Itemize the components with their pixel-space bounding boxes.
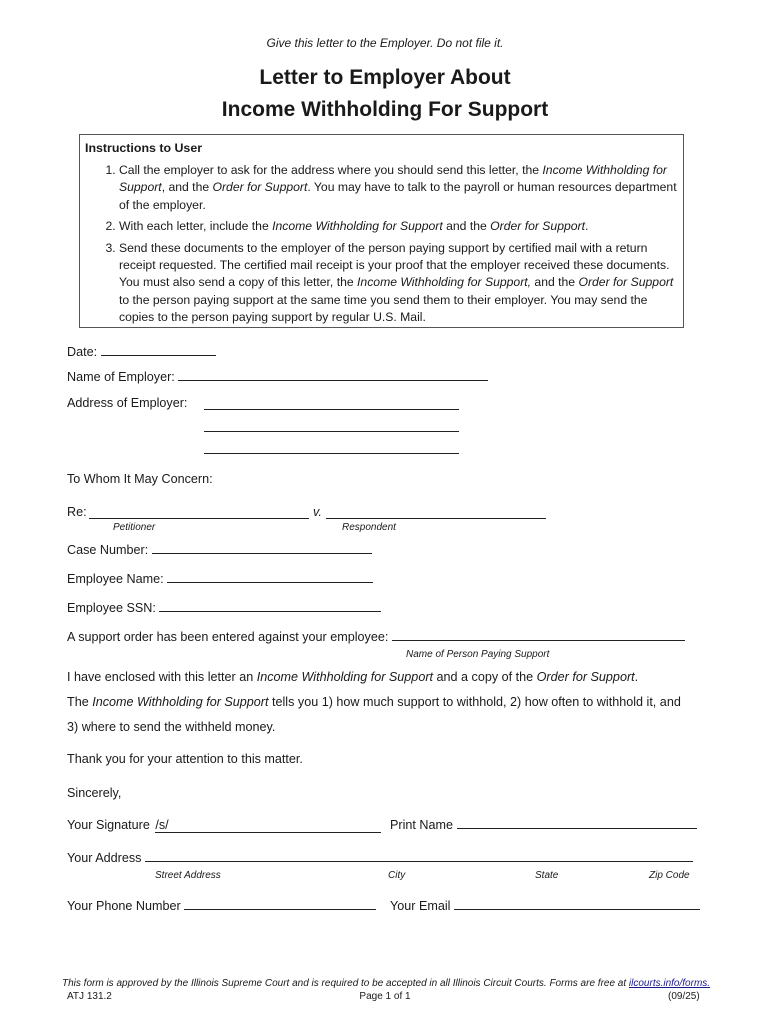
signature-field[interactable]: [155, 818, 381, 833]
signature-row: [67, 818, 381, 833]
petitioner-caption: Petitioner: [113, 522, 156, 533]
employer-address-label: Address of Employer:: [67, 396, 188, 410]
instructions-box: [79, 134, 684, 328]
email-row: [390, 899, 700, 913]
signature-label: Your Signature: [67, 818, 150, 832]
date-label: Date:: [67, 345, 98, 359]
salutation: To Whom It May Concern:: [67, 472, 213, 486]
approval-note: This form is approved by the Illinois Supreme Court and is required to be accepted in all Illinois Circuit Courts. Forms are free at ilcourts.info/forms.: [62, 978, 711, 989]
form-id: ATJ 131.2: [67, 991, 112, 1002]
tells-sentence: The Income Withholding for Support tells you 1) how much support to withhold, 2) how often to withhold it, and: [67, 695, 681, 709]
employer-name-label: Name of Employer:: [67, 370, 175, 384]
date-row: [67, 345, 216, 359]
address-field[interactable]: [145, 860, 693, 862]
print-name-row: [390, 818, 697, 832]
street-caption: Street Address: [155, 870, 221, 881]
employer-name-row: [67, 370, 488, 384]
thanks-text: Thank you for your attention to this matter.: [67, 752, 303, 766]
state-caption: State: [535, 870, 559, 881]
enclosed-sentence: I have enclosed with this letter an Income Withholding for Support and a copy of the Order for Support.: [67, 670, 639, 684]
address-label: Your Address: [67, 851, 142, 865]
phone-row: [67, 899, 376, 913]
revision-date: (09/25): [668, 991, 700, 1002]
top-note: Give this letter to the Employer. Do not file it.: [266, 36, 504, 50]
re-label: Re:: [67, 505, 87, 519]
phone-label: Your Phone Number: [67, 899, 181, 913]
forms-link[interactable]: ilcourts.info/forms.: [628, 978, 711, 989]
support-order-row: [67, 630, 685, 644]
page-title-line1: Letter to Employer About: [259, 66, 511, 89]
page-title-line2: Income Withholding For Support: [221, 98, 549, 121]
payer-caption: Name of Person Paying Support: [406, 649, 550, 660]
signature-value: /s/: [155, 818, 169, 832]
support-order-label: A support order has been entered against your employee:: [67, 630, 389, 644]
tells-sentence-line2: 3) where to send the withheld money.: [67, 720, 276, 734]
case-number-row: [67, 543, 372, 557]
email-field[interactable]: [454, 908, 700, 910]
address-row: [67, 851, 693, 865]
petitioner-field[interactable]: [89, 518, 309, 519]
closing-text: Sincerely,: [67, 786, 122, 800]
employer-address-line3[interactable]: [204, 453, 459, 454]
zip-caption: Zip Code: [649, 870, 690, 881]
print-name-label: Print Name: [390, 818, 453, 832]
instruction-item: 1. Call the employer to ask for the address where you should send this letter, the Income Withholding for Support, and the Order for Support. You may have to talk to the payroll or human resources department of the employer.: [119, 162, 679, 214]
page-number: Page 1 of 1: [359, 991, 411, 1002]
instruction-item: 2. With each letter, include the Income Withholding for Support and the Order for Support.: [119, 218, 679, 235]
case-number-label: Case Number:: [67, 543, 149, 557]
employer-address-line2[interactable]: [204, 431, 459, 432]
date-field[interactable]: [101, 354, 216, 356]
instruction-item: 3. Send these documents to the employer of the person paying support by certified mail with a return receipt requested. The certified mail receipt is your proof that the employer received these documents. You must also send a copy of this letter, the Income Withholding for Support, and the Order for Support to the person paying support at the same time you send them to their employer. You may send the copies to the person paying support by regular U.S. Mail.: [119, 240, 679, 327]
employee-name-label: Employee Name:: [67, 572, 164, 586]
payer-name-field[interactable]: [392, 639, 685, 641]
employee-ssn-field[interactable]: [159, 610, 381, 612]
employee-name-row: [67, 572, 373, 586]
employer-name-field[interactable]: [178, 379, 488, 381]
employee-name-field[interactable]: [167, 581, 373, 583]
city-caption: City: [388, 870, 406, 881]
phone-field[interactable]: [184, 908, 376, 910]
instructions-list: [119, 162, 679, 331]
versus: v.: [313, 505, 322, 519]
case-number-field[interactable]: [152, 552, 372, 554]
print-name-field[interactable]: [457, 827, 697, 829]
respondent-field[interactable]: [326, 518, 546, 519]
employee-ssn-row: [67, 601, 381, 615]
instructions-heading: Instructions to User: [85, 141, 203, 155]
respondent-caption: Respondent: [342, 522, 396, 533]
email-label: Your Email: [390, 899, 451, 913]
employee-ssn-label: Employee SSN:: [67, 601, 156, 615]
employer-address-line1[interactable]: [204, 409, 459, 410]
